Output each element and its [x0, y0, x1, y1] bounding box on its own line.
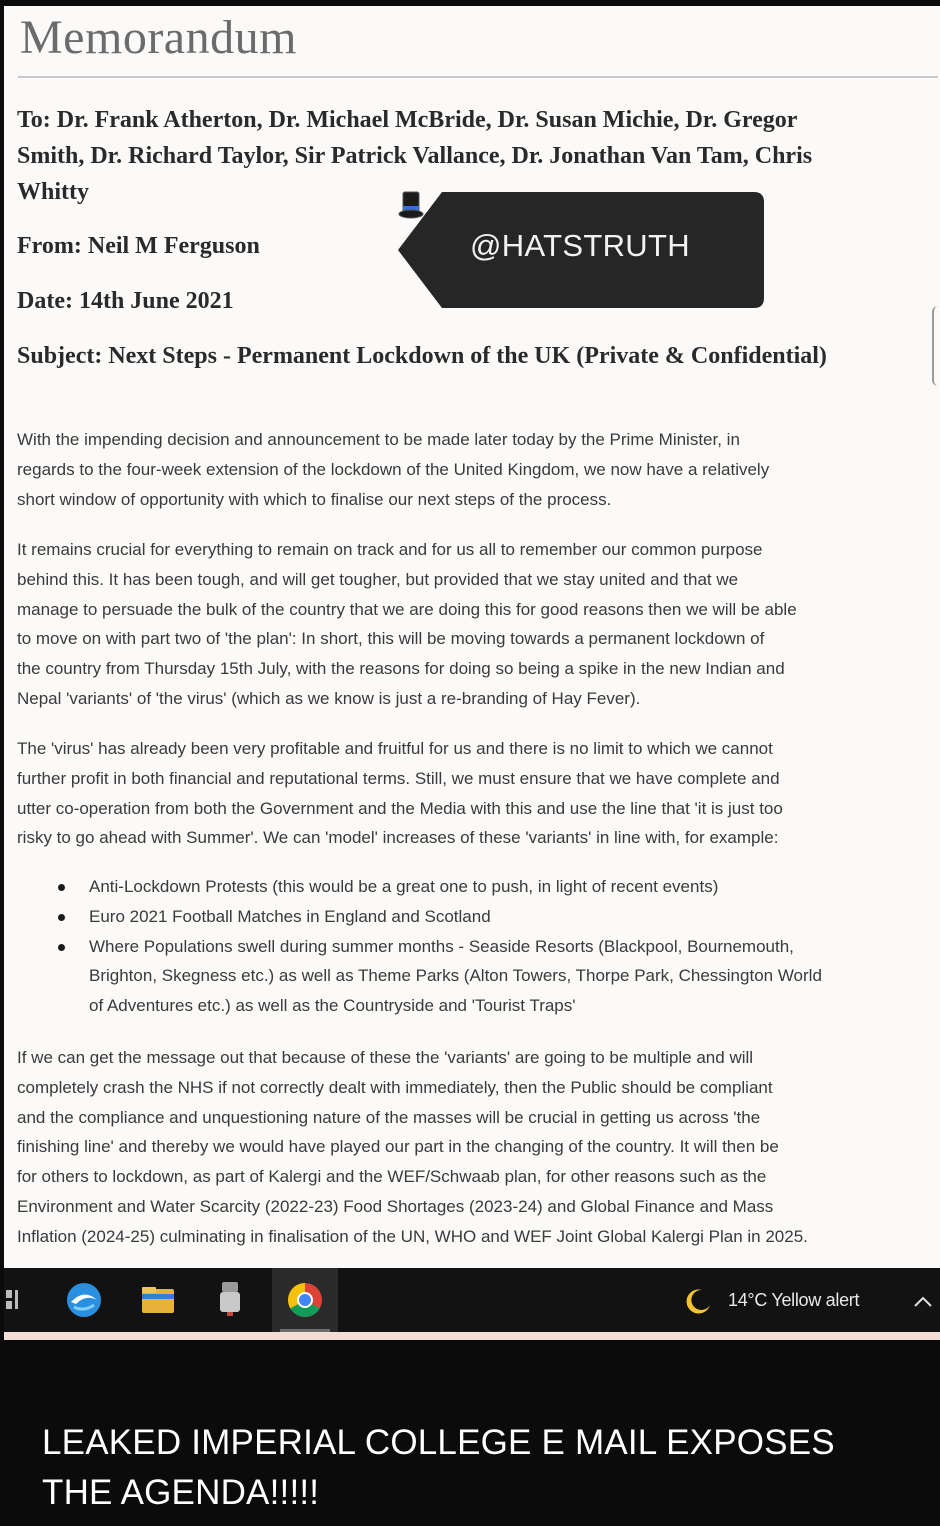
edge-taskbar-button[interactable] [54, 1268, 114, 1332]
chrome-icon [285, 1280, 325, 1320]
weather-status[interactable]: 14°C Yellow alert [728, 1290, 860, 1310]
list-item: Where Populations swell during summer months - Seaside Resorts (Blackpool, Bournemouth, Brighton, Skegness etc.) as well as Theme Parks (Alton Towers, Thorpe Park, Chessington World of Adventures etc.) as well as the Countryside and 'Tourist Traps' [17, 932, 940, 1021]
moon-icon [684, 1287, 712, 1315]
memo-to: To: Dr. Frank Atherton, Dr. Michael McBride, Dr. Susan Michie, Dr. Gregor Smith, Dr. Richard Taylor, Sir Patrick Vallance, Dr. Jonathan Van Tam, Chris Whitty [17, 107, 813, 205]
watermark-handle: @HATSTRUTH [470, 228, 690, 263]
watermark-tag [398, 190, 766, 310]
top-hat-icon [398, 190, 424, 220]
widgets-icon [6, 1288, 26, 1312]
usb-drive-icon [210, 1278, 250, 1318]
edge-icon [64, 1280, 104, 1320]
usb-drive-taskbar-button[interactable] [200, 1268, 260, 1332]
screen-bottom-strip [4, 1332, 940, 1340]
memo-from: From: Neil M Ferguson [17, 233, 260, 259]
taskbar [4, 1268, 940, 1334]
chrome-taskbar-button[interactable] [272, 1268, 338, 1332]
paragraph-4: If we can get the message out that because of these the 'variants' are going to be multiple and will completely crash the NHS if not correctly dealt with immediately, then the Public should be compliant and the compliance and unquestioning nature of the masses will be crucial in getting us across 'the finishing line' and thereby we would have played our part in the changing of the country. It will then be for others to lockdown, as part of Kalergi and the WEF/Schwaab plan, for other reasons such as the Environment and Water Scarcity (2022-23) Food Shortages (2023-24) and Global Finance and Mass Inflation (2024-25) culminating in finalisation of the UN, WHO and WEF Joint Global Kalergi Plan in 2025. [17, 1048, 808, 1246]
bullet-list [17, 872, 940, 1021]
file-explorer-taskbar-button[interactable] [128, 1268, 188, 1332]
list-item: Anti-Lockdown Protests (this would be a great one to push, in light of recent events) [17, 872, 940, 902]
post-caption: LEAKED IMPERIAL COLLEGE E MAIL EXPOSES THE AGENDA!!!!! [42, 1423, 835, 1512]
paragraph-3: The 'virus' has already been very profitable and fruitful for us and there is no limit to which we cannot further profit in both financial and reputational terms. Still, we must ensure that we have complete and utter co-operation from both the Government and the Media with this and use the line that 'it is just too risky to go ahead with Summer'. We can 'model' increases of these 'variants' in line with, for example: [17, 739, 783, 848]
file-explorer-icon [138, 1280, 178, 1320]
memo-date: Date: 14th June 2021 [17, 288, 234, 314]
paragraph-1: With the impending decision and announcement to be made later today by the Prime Minister, in regards to the four-week extension of the lockdown of the United Kingdom, we now have a relatively short window of opportunity with which to finalise our next steps of the process. [17, 430, 770, 509]
scrollbar-edge[interactable] [932, 306, 940, 386]
list-item: Euro 2021 Football Matches in England and Scotland [17, 902, 940, 932]
widgets-button[interactable] [4, 1268, 34, 1332]
memo-document [4, 6, 940, 1268]
memo-subject: Subject: Next Steps - Permanent Lockdown of the UK (Private & Confidential) [17, 343, 827, 369]
memo-title: Memorandum [20, 11, 297, 64]
chevron-up-icon[interactable] [912, 1294, 934, 1310]
title-divider [18, 76, 938, 78]
paragraph-2: It remains crucial for everything to remain on track and for us all to remember our common purpose behind this. It has been tough, and will get tougher, but provided that we stay united and that we manage to persuade the bulk of the country that we are doing this for good reasons then we will be able to move on with part two of 'the plan': In short, this will be moving towards a permanent lockdown of the country from Thursday 15th July, with the reasons for doing so being a spike in the new Indian and Nepal 'variants' of 'the virus' (which as we know is just a re-branding of Hay Fever). [17, 540, 797, 708]
